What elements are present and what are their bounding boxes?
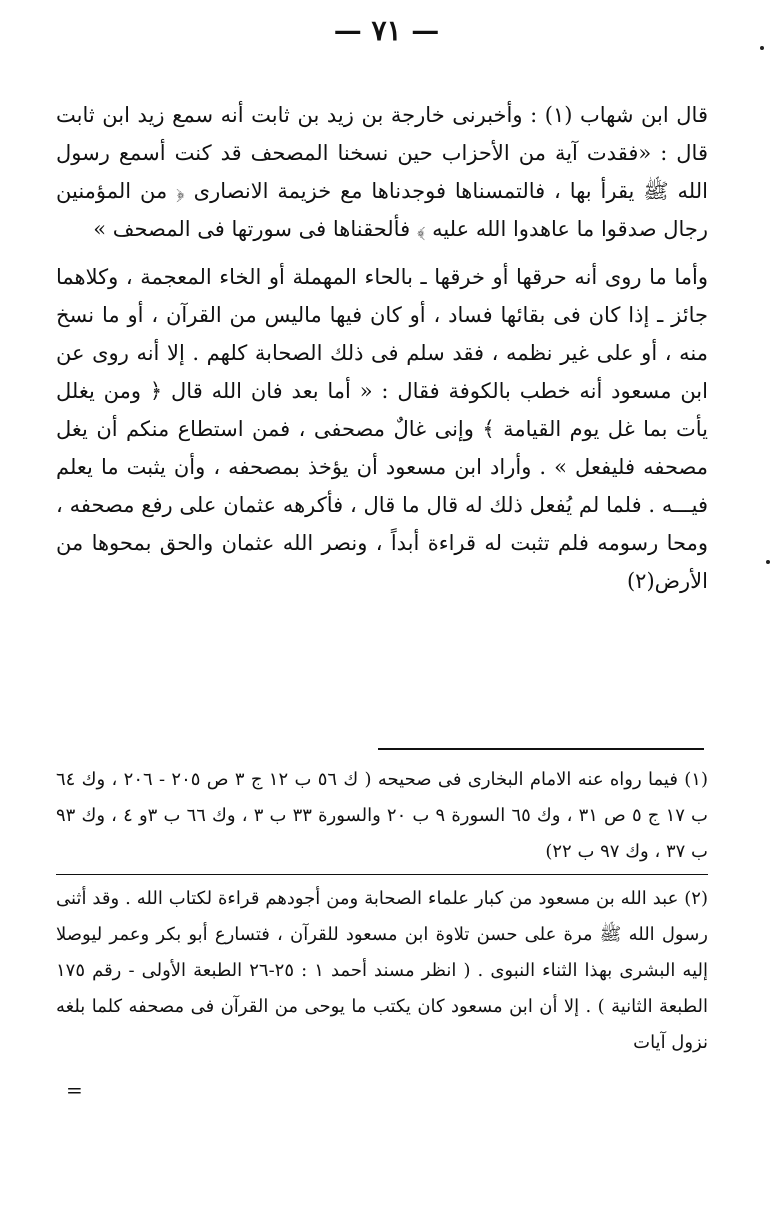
footnote-separator — [56, 874, 708, 875]
footnote-2: (٢) عبد الله بن مسعود من كبار علماء الصحابة ومن أجودهم قراءة لكتاب الله . وقد أثنى رسول الله ﷺ مرة على حسن تلاوة ابن مسعود للقرآن ، فتسارع أبو بكر وعمر ليوصلا إليه البشرى بهذا الثناء النبوى . ( انظر مسند أحمد ١ : ٢٥-٢٦ الطبعة الأولى - رقم ١٧٥ الطبعة الثانية ) . إلا أن ابن مسعود كان يكتب ما يوحى من القرآن فى مصحفه كلما بلغه نزول آيات — [56, 888, 708, 1053]
footnote-1: (١) فيما رواه عنه الامام البخارى فى صحيحه ( ك ٥٦ ب ١٢ ج ٣ ص ٢٠٥ - ٢٠٦ ، وك ٦٤ ب ١٧ ج ٥ ص ٣١ ، وك ٦٥ السورة ٩ ب ٢٠ والسورة ٣٣ ب ٣ ، وك ٦٦ ب ٣و ٤ ، وك ٩٣ ب ٣٧ ، وك ٩٧ ب ٢٢) — [56, 769, 708, 862]
footnotes — [56, 762, 708, 1061]
paragraph-2: وأما ما روى أنه حرقها أو خرقها ـ بالحاء المهملة أو الخاء المعجمة ، وكلاهما جائز ـ إذا كان فى بقائها فساد ، أو كان فيها ماليس من القرآن ، أو ما نسخ منه ، أو على غير نظمه ، فقد سلم فى ذلك الصحابة كلهم . إلا أنه روى عن ابن مسعود أنه خطب بالكوفة فقال : « أما بعد فان الله قال ﴿ ومن يغلل يأت بما غل يوم القيامة ﴾ وإنى غالٌ مصحفى ، فمن استطاع منكم أن يغل مصحفه فليفعل » . وأراد ابن مسعود أن يؤخذ بمصحفه ، وأن يثبت ما يعلم فيـــه . فلما لم يُفعل ذلك له قال ما قال ، فأكرهه عثمان على رفع مصحفه ، ومحا رسومه فلم تثبت له قراءة أبداً ، ونصر الله عثمان والحق بمحوها من الأرض(٢) — [56, 265, 708, 593]
page-number: — ٧١ — — [333, 14, 440, 47]
continuation-mark: = — [66, 1078, 81, 1102]
main-text — [56, 96, 708, 600]
margin-dot — [760, 46, 764, 50]
footnote-divider — [378, 748, 704, 750]
margin-dot — [766, 560, 770, 564]
paragraph-1: قال ابن شهاب (١) : وأخبرنى خارجة بن زيد بن ثابت أنه سمع زيد ابن ثابت قال : «فقدت آية من الأحزاب حين نسخنا المصحف قد كنت أسمع رسول الله ﷺ يقرأ بها ، فالتمسناها فوجدناها مع خزيمة الانصارى ﴿ من المؤمنين رجال صدقوا ما عاهدوا الله عليه ﴾ فألحقناها فى سورتها فى المصحف » — [56, 103, 708, 241]
